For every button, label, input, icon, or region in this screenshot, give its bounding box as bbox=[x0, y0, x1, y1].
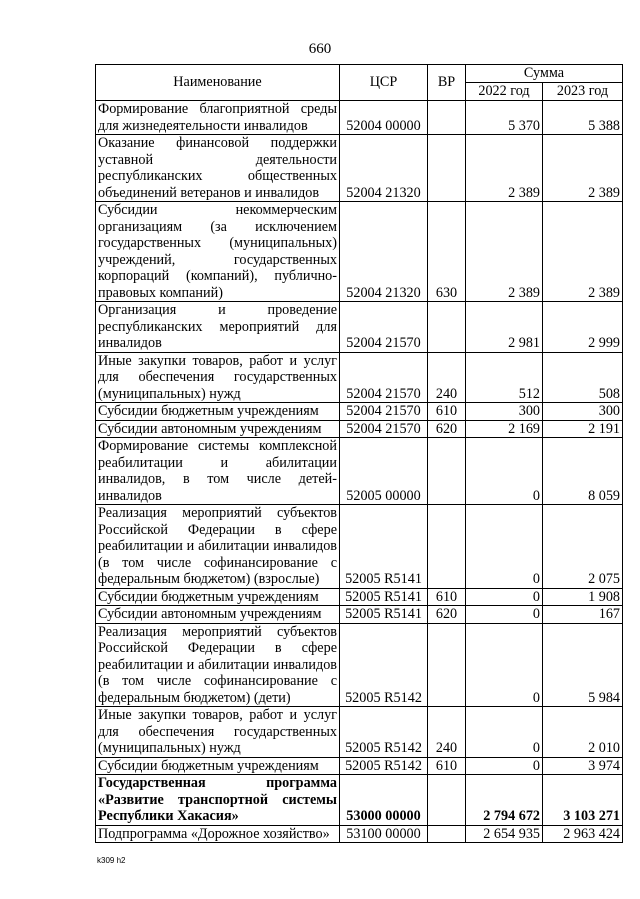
header-sum: Сумма bbox=[466, 65, 623, 83]
row-vr: 620 bbox=[428, 606, 466, 624]
table-row bbox=[96, 438, 623, 505]
row-name: Иные закупки товаров, работ и услуг для обеспечения государственных (муниципальных) нужд bbox=[96, 707, 340, 758]
table-row bbox=[96, 420, 623, 438]
table-body bbox=[96, 101, 623, 843]
row-sum-2023: 5 388 bbox=[543, 101, 623, 135]
row-csr: 52004 21570 bbox=[340, 420, 428, 438]
row-name: Субсидии бюджетным учреждениям bbox=[96, 403, 340, 421]
row-csr: 52004 00000 bbox=[340, 101, 428, 135]
header-csr: ЦСР bbox=[340, 65, 428, 101]
row-vr: 610 bbox=[428, 757, 466, 775]
row-csr: 52004 21320 bbox=[340, 202, 428, 302]
row-sum-2023: 2 999 bbox=[543, 302, 623, 353]
table-row bbox=[96, 757, 623, 775]
table-row bbox=[96, 352, 623, 403]
row-sum-2023: 300 bbox=[543, 403, 623, 421]
row-vr: 240 bbox=[428, 352, 466, 403]
row-sum-2023: 2 010 bbox=[543, 707, 623, 758]
row-csr: 52005 R5142 bbox=[340, 757, 428, 775]
row-name: Субсидии бюджетным учреждениям bbox=[96, 757, 340, 775]
row-name: Субсидии некоммерческим организациям (за исключением государственных (муниципальных) учреждений, государственных корпораций (компаний), публично-правовых компаний) bbox=[96, 202, 340, 302]
row-name: Иные закупки товаров, работ и услуг для обеспечения государственных (муниципальных) нужд bbox=[96, 352, 340, 403]
row-name: Субсидии бюджетным учреждениям bbox=[96, 588, 340, 606]
row-name: Реализация мероприятий субъектов Российской Федерации в сфере реабилитации и абилитации инвалидов (в том числе софинансирование с федеральным бюджетом) (дети) bbox=[96, 623, 340, 707]
table-header bbox=[96, 65, 623, 101]
row-sum-2022: 2 981 bbox=[466, 302, 543, 353]
row-vr bbox=[428, 438, 466, 505]
row-csr: 52005 R5141 bbox=[340, 505, 428, 589]
row-name: Формирование благоприятной среды для жизнедеятельности инвалидов bbox=[96, 101, 340, 135]
row-vr: 620 bbox=[428, 420, 466, 438]
row-sum-2022: 0 bbox=[466, 757, 543, 775]
row-sum-2023: 2 075 bbox=[543, 505, 623, 589]
row-sum-2023: 5 984 bbox=[543, 623, 623, 707]
page-number: 660 bbox=[308, 41, 332, 57]
row-csr: 52004 21320 bbox=[340, 135, 428, 202]
row-name: Организация и проведение республиканских мероприятий для инвалидов bbox=[96, 302, 340, 353]
row-vr bbox=[428, 135, 466, 202]
footer-code: k309 h2 bbox=[97, 856, 126, 865]
row-sum-2023: 2 389 bbox=[543, 202, 623, 302]
row-sum-2022: 512 bbox=[466, 352, 543, 403]
row-csr: 52005 00000 bbox=[340, 438, 428, 505]
row-sum-2022: 2 389 bbox=[466, 135, 543, 202]
row-sum-2022: 0 bbox=[466, 505, 543, 589]
row-csr: 52005 R5141 bbox=[340, 588, 428, 606]
row-sum-2022: 2 654 935 bbox=[466, 825, 543, 843]
row-csr: 52004 21570 bbox=[340, 302, 428, 353]
row-name: Подпрограмма «Дорожное хозяйство» bbox=[96, 825, 340, 843]
row-sum-2023: 508 bbox=[543, 352, 623, 403]
row-sum-2023: 2 963 424 bbox=[543, 825, 623, 843]
row-sum-2023: 8 059 bbox=[543, 438, 623, 505]
table-row bbox=[96, 775, 623, 826]
table-row bbox=[96, 505, 623, 589]
row-vr bbox=[428, 623, 466, 707]
row-vr: 610 bbox=[428, 588, 466, 606]
row-vr: 630 bbox=[428, 202, 466, 302]
row-csr: 52005 R5142 bbox=[340, 623, 428, 707]
table-row bbox=[96, 135, 623, 202]
row-name: Субсидии автономным учреждениям bbox=[96, 606, 340, 624]
row-vr: 610 bbox=[428, 403, 466, 421]
row-sum-2023: 167 bbox=[543, 606, 623, 624]
row-csr: 53000 00000 bbox=[340, 775, 428, 826]
budget-table bbox=[95, 64, 623, 843]
header-vr: ВР bbox=[428, 65, 466, 101]
row-sum-2023: 2 191 bbox=[543, 420, 623, 438]
row-csr: 52004 21570 bbox=[340, 352, 428, 403]
row-sum-2022: 2 389 bbox=[466, 202, 543, 302]
table-row bbox=[96, 403, 623, 421]
table-row bbox=[96, 707, 623, 758]
table-row bbox=[96, 588, 623, 606]
row-vr: 240 bbox=[428, 707, 466, 758]
row-sum-2023: 3 974 bbox=[543, 757, 623, 775]
row-sum-2022: 5 370 bbox=[466, 101, 543, 135]
row-vr bbox=[428, 101, 466, 135]
row-vr bbox=[428, 505, 466, 589]
row-csr: 52005 R5142 bbox=[340, 707, 428, 758]
row-vr bbox=[428, 302, 466, 353]
row-sum-2023: 3 103 271 bbox=[543, 775, 623, 826]
row-name: Оказание финансовой поддержки уставной деятельности республиканских общественных объединений ветеранов и инвалидов bbox=[96, 135, 340, 202]
table-row bbox=[96, 825, 623, 843]
header-year-2022: 2022 год bbox=[466, 83, 543, 101]
table-row bbox=[96, 101, 623, 135]
table-row bbox=[96, 202, 623, 302]
row-sum-2023: 2 389 bbox=[543, 135, 623, 202]
row-csr: 53100 00000 bbox=[340, 825, 428, 843]
row-sum-2022: 2 169 bbox=[466, 420, 543, 438]
row-sum-2023: 1 908 bbox=[543, 588, 623, 606]
row-sum-2022: 2 794 672 bbox=[466, 775, 543, 826]
row-name: Формирование системы комплексной реабилитации и абилитации инвалидов, в том числе детей-инвалидов bbox=[96, 438, 340, 505]
row-sum-2022: 0 bbox=[466, 623, 543, 707]
row-csr: 52005 R5141 bbox=[340, 606, 428, 624]
table-row bbox=[96, 302, 623, 353]
row-vr bbox=[428, 775, 466, 826]
header-year-2023: 2023 год bbox=[543, 83, 623, 101]
row-csr: 52004 21570 bbox=[340, 403, 428, 421]
row-name: Субсидии автономным учреждениям bbox=[96, 420, 340, 438]
row-sum-2022: 300 bbox=[466, 403, 543, 421]
row-sum-2022: 0 bbox=[466, 438, 543, 505]
row-vr bbox=[428, 825, 466, 843]
header-name: Наименование bbox=[96, 65, 340, 101]
table-row bbox=[96, 623, 623, 707]
row-name: Государственная программа «Развитие транспортной системы Республики Хакасия» bbox=[96, 775, 340, 826]
row-name: Реализация мероприятий субъектов Российской Федерации в сфере реабилитации и абилитации инвалидов (в том числе софинансирование с федеральным бюджетом) (взрослые) bbox=[96, 505, 340, 589]
row-sum-2022: 0 bbox=[466, 606, 543, 624]
table-row bbox=[96, 606, 623, 624]
row-sum-2022: 0 bbox=[466, 707, 543, 758]
row-sum-2022: 0 bbox=[466, 588, 543, 606]
